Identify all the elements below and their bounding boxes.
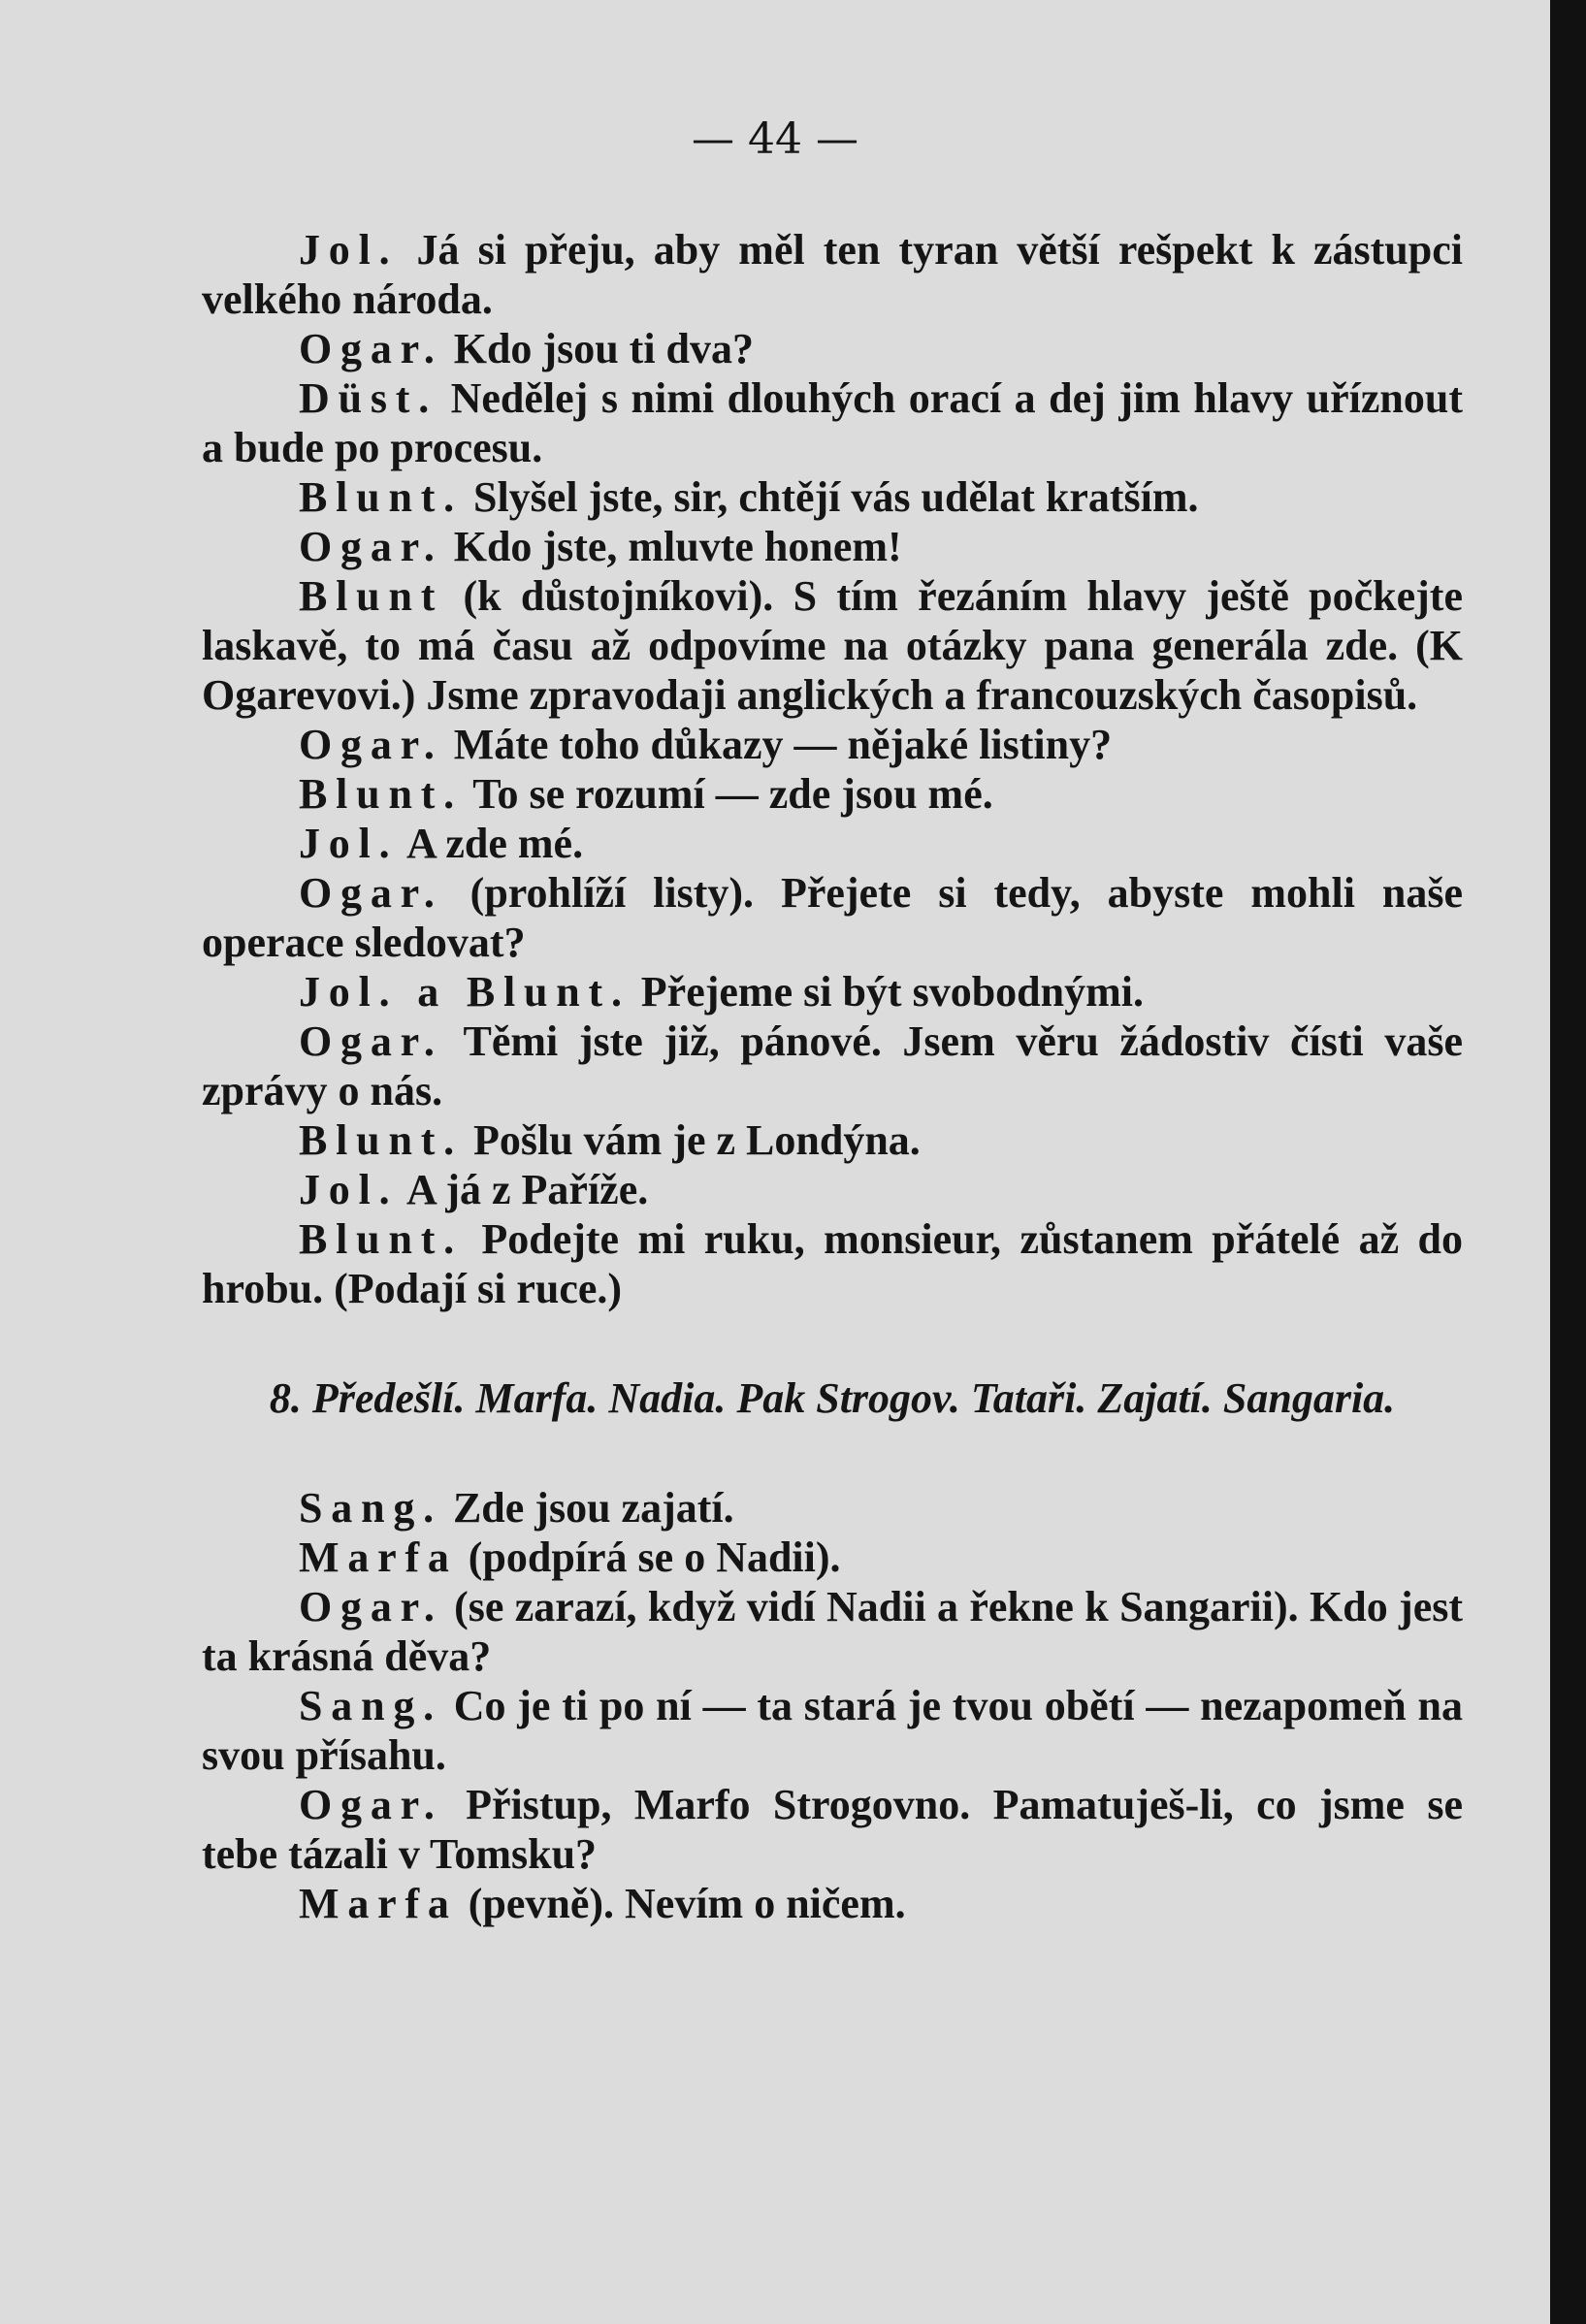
dialogue-line — [202, 1681, 1463, 1780]
speaker-name: Jol. a Blunt. — [299, 968, 631, 1016]
speaker-name: Jol. — [299, 820, 399, 867]
line-text: Kdo jste, mluvte honem! — [453, 523, 902, 570]
speaker-name: Ogar. — [299, 1583, 443, 1630]
speaker-name: Blunt. — [299, 473, 463, 521]
speaker-name: Blunt. — [299, 1215, 463, 1263]
speaker-name: Marfa — [299, 1880, 458, 1927]
line-text: Těmi jste již, pánové. Jsem věru žádostiv čísti vaše zprávy o nás. — [202, 1017, 1463, 1114]
dialogue-line — [202, 472, 1463, 522]
dialogue-line — [202, 1582, 1463, 1681]
line-text: Přejeme si být svobodnými. — [640, 968, 1144, 1016]
speaker-name: Ogar. — [299, 1017, 443, 1065]
line-text: Přistup, Marfo Strogovno. Pamatuješ-li, co jsme se tebe tázali v Tomsku? — [202, 1781, 1463, 1878]
speaker-name: Jol. — [299, 1166, 399, 1213]
line-text: A zde mé. — [406, 820, 584, 867]
dialogue-line — [202, 967, 1463, 1017]
dialogue-line — [202, 720, 1463, 769]
speaker-name: Blunt — [299, 572, 444, 620]
dialogue-line — [202, 769, 1463, 819]
dialogue-line — [202, 1483, 1463, 1533]
speaker-name: Blunt. — [299, 1116, 463, 1164]
scene-number: 8. — [269, 1374, 302, 1422]
line-text: To se rozumí — zde jsou mé. — [472, 770, 993, 818]
line-text: Máte toho důkazy — nějaké listiny? — [453, 721, 1113, 768]
page-number: — 44 — — [692, 114, 858, 164]
speaker-name: Ogar. — [299, 721, 443, 768]
line-text: (prohlíží listy). Přejete si tedy, abyste mohli naše operace sledovat? — [202, 869, 1464, 966]
line-text: (podpírá se o Nadii). — [468, 1533, 841, 1581]
speaker-name: Sang. — [299, 1484, 442, 1532]
line-text: Já si přeju, aby měl ten tyran větší rešpekt k zástupci velkého národa. — [202, 226, 1463, 323]
dialogue-line — [202, 571, 1463, 720]
line-text: (pevně). Nevím o ničem. — [468, 1880, 906, 1927]
speaker-name: Sang. — [299, 1682, 442, 1729]
line-text: Kdo jsou ti dva? — [453, 325, 755, 372]
line-text: Podejte mi ruku, monsieur, zůstanem přátelé až do hrobu. (Podají si ruce.) — [202, 1215, 1464, 1312]
line-text: A já z Paříže. — [406, 1166, 649, 1213]
line-text: (k důstojníkovi). S tím řezáním hlavy ještě počkejte laskavě, to má času až odpovíme na otázky pana generála zde. (K Ogarevovi.) Jsme zpravodaji anglických a francouzských časopisů. — [202, 572, 1463, 719]
page-text — [202, 225, 1463, 1928]
speaker-name: Jol. — [299, 226, 399, 274]
dialogue-line — [202, 522, 1463, 571]
speaker-name: Ogar. — [299, 325, 443, 372]
speaker-name: Ogar. — [299, 523, 443, 570]
scan-border — [1550, 0, 1586, 2324]
scene-heading — [202, 1373, 1463, 1423]
dialogue-block-top — [202, 225, 1463, 1313]
line-text: Pošlu vám je z Londýna. — [472, 1116, 921, 1164]
dialogue-line — [202, 1017, 1463, 1115]
scene-cast: Předešlí. Marfa. Nadia. Pak Strogov. Tataři. Zajatí. Sangaria. — [311, 1374, 1396, 1422]
speaker-name: Ogar. — [299, 1781, 443, 1828]
speaker-name: Blunt. — [299, 770, 463, 818]
dialogue-line — [202, 225, 1463, 324]
speaker-name: Ogar. — [299, 869, 443, 917]
line-text: Slyšel jste, sir, chtějí vás udělat kratším. — [472, 473, 1199, 521]
speaker-name: Düst. — [299, 374, 438, 422]
dialogue-line — [202, 1115, 1463, 1165]
dialogue-line — [202, 1214, 1463, 1313]
dialogue-line — [202, 1165, 1463, 1214]
line-text: (se zarazí, když vidí Nadii a řekne k Sangarii). Kdo jest ta krásná děva? — [202, 1583, 1464, 1680]
line-text: Zde jsou zajatí. — [452, 1484, 734, 1532]
dialogue-line — [202, 1780, 1463, 1879]
dialogue-line — [202, 373, 1463, 472]
line-text: Nedělej s nimi dlouhých orací a dej jim hlavy uříznout a bude po procesu. — [202, 374, 1463, 471]
dialogue-block-bottom — [202, 1483, 1463, 1928]
dialogue-line — [202, 819, 1463, 868]
dialogue-line — [202, 868, 1463, 967]
line-text: Co je ti po ní — ta stará je tvou obětí — nezapomeň na svou přísahu. — [202, 1682, 1464, 1779]
dialogue-line — [202, 324, 1463, 373]
dialogue-line — [202, 1879, 1463, 1928]
dialogue-line — [202, 1533, 1463, 1582]
speaker-name: Marfa — [299, 1533, 458, 1581]
